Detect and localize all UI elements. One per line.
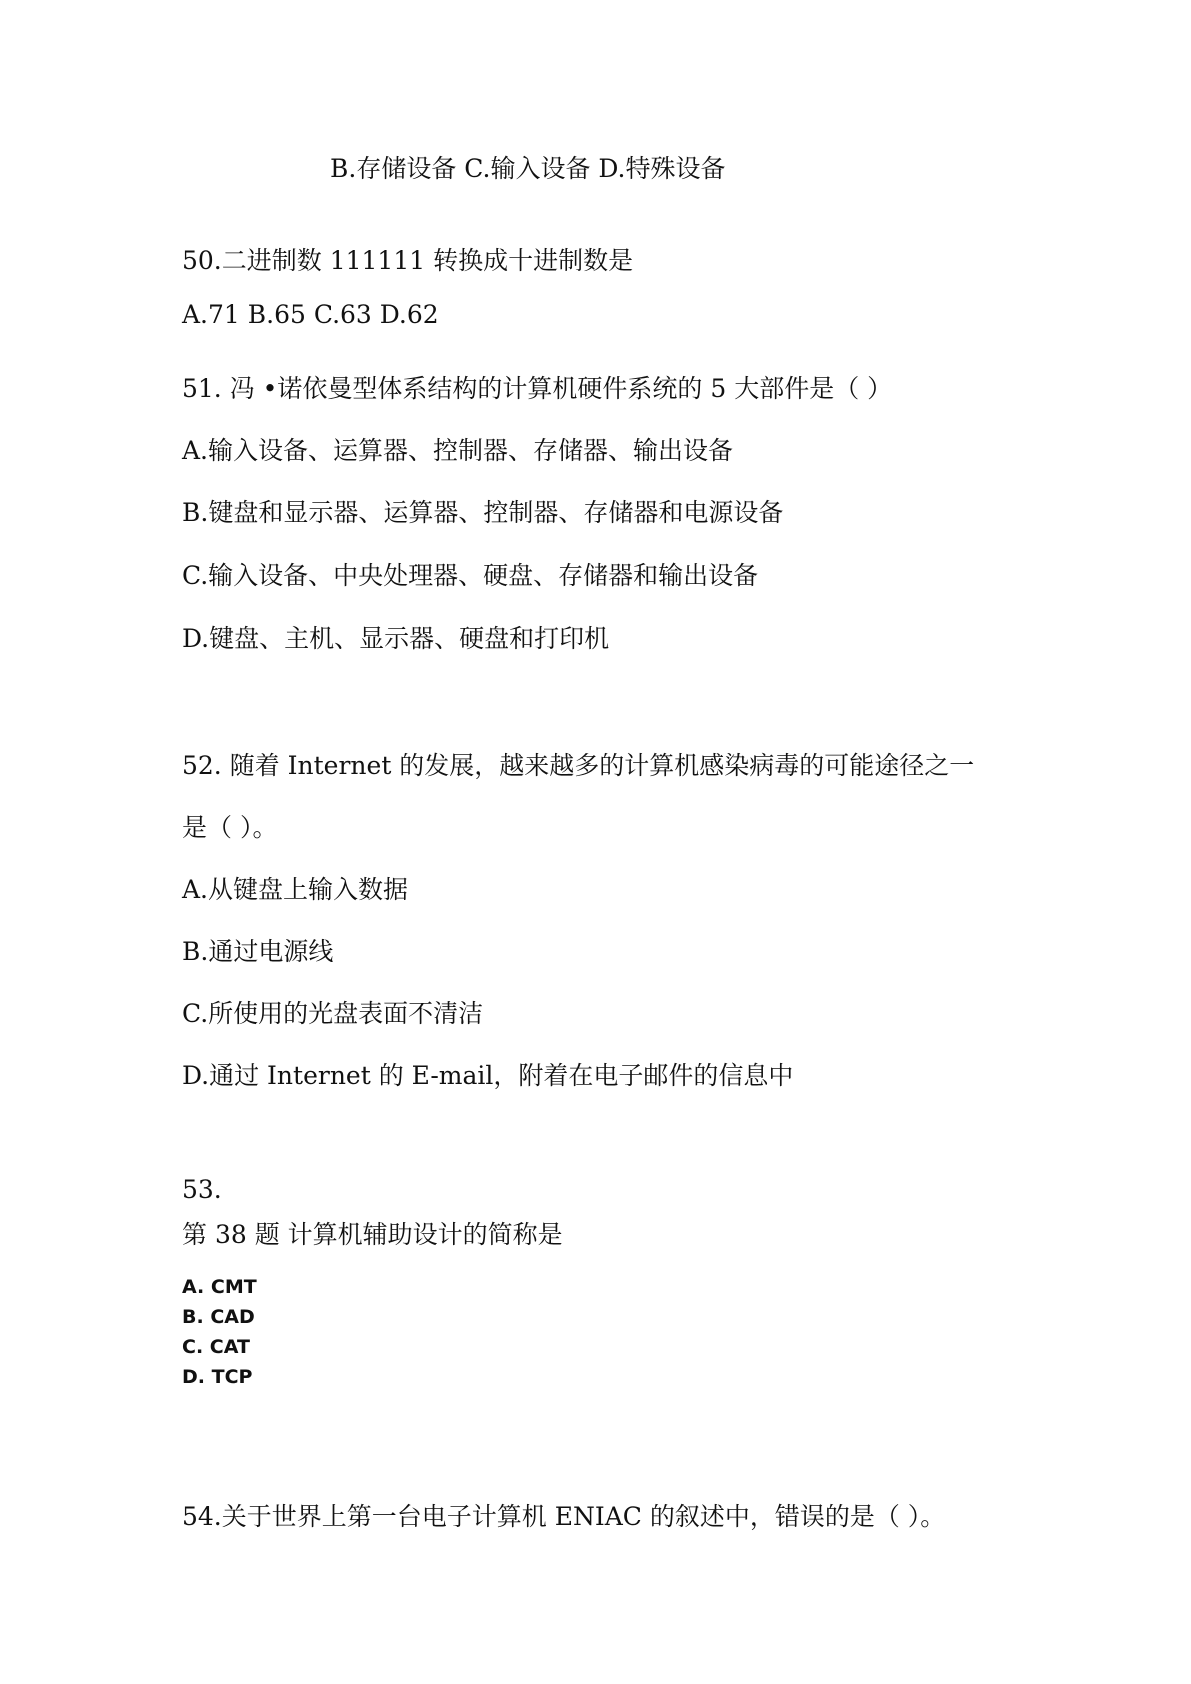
q51-stem: 51. 冯 •诺依曼型体系结构的计算机硬件系统的 5 大部件是（ ） — [182, 374, 893, 403]
q50-options: A.71 B.65 C.63 D.62 — [182, 300, 439, 329]
q52-stem-line1: 52. 随着 Internet 的发展，越来越多的计算机感染病毒的可能途径之一 — [182, 751, 975, 780]
q53-stem: 第 38 题 计算机辅助设计的简称是 — [182, 1220, 563, 1249]
q52-option-a: A.从键盘上输入数据 — [182, 875, 409, 904]
q52-option-d: D.通过 Internet 的 E-mail，附着在电子邮件的信息中 — [182, 1061, 794, 1090]
q53-option-a: A. CMT — [182, 1276, 257, 1298]
q51-option-a: A.输入设备、运算器、控制器、存储器、输出设备 — [182, 436, 734, 465]
q53-option-c: C. CAT — [182, 1336, 250, 1358]
q54-stem: 54.关于世界上第一台电子计算机 ENIAC 的叙述中，错误的是（ ）。 — [182, 1502, 946, 1531]
q50-stem: 50.二进制数 111111 转换成十进制数是 — [182, 246, 634, 275]
q51-option-c: C.输入设备、中央处理器、硬盘、存储器和输出设备 — [182, 561, 759, 590]
q53-option-b: B. CAD — [182, 1306, 255, 1328]
q53-option-d: D. TCP — [182, 1366, 253, 1388]
q49-options-continued: B.存储设备 C.输入设备 D.特殊设备 — [330, 154, 726, 183]
q53-number: 53. — [182, 1175, 222, 1204]
q52-stem-line2: 是（ ）。 — [182, 813, 278, 842]
q51-option-d: D.键盘、主机、显示器、硬盘和打印机 — [182, 624, 610, 653]
q52-option-c: C.所使用的光盘表面不清洁 — [182, 999, 484, 1028]
q51-option-b: B.键盘和显示器、运算器、控制器、存储器和电源设备 — [182, 498, 784, 527]
q52-option-b: B.通过电源线 — [182, 937, 334, 966]
